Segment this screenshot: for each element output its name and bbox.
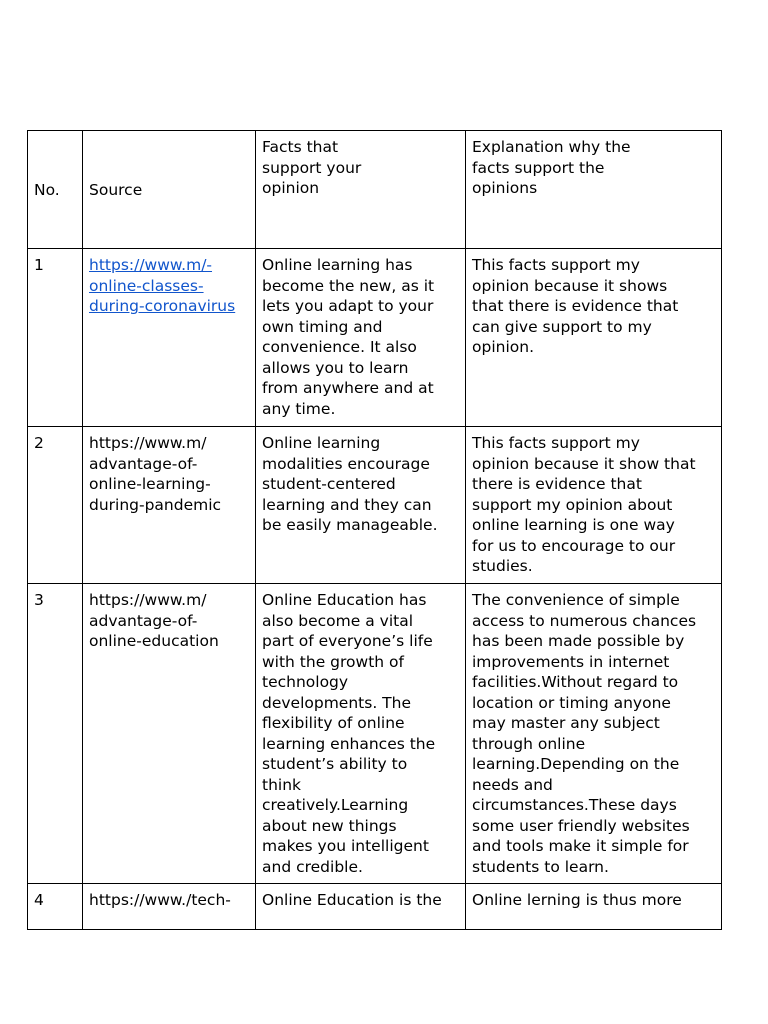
header-facts (256, 131, 466, 249)
table-row (28, 584, 722, 884)
explanation-text: Online lerning is thus more (472, 891, 682, 909)
facts-text: Online Education is the (262, 891, 442, 909)
table-row (28, 427, 722, 584)
source-cell (83, 584, 256, 884)
facts-text: Online learning has become the new, as it lets you adapt to your own timing and convenience. It also allows you to learn from anywhere and at any time. (262, 256, 435, 418)
source-text: https://www.m/ advantage-of- online-learning- during-pandemic (89, 434, 222, 514)
row-number: 4 (28, 884, 83, 930)
table-header-row (28, 131, 722, 249)
table-row (28, 884, 722, 930)
header-explanation-text: Explanation why the facts support the opinions (472, 138, 631, 197)
explanation-cell (466, 884, 722, 930)
facts-text: Online learning modalities encourage student-centered learning and they can be easily manageable. (262, 434, 438, 534)
header-facts-text: Facts that support your opinion (262, 138, 362, 197)
facts-text: Online Education has also become a vital part of everyone’s life with the growth of technology developments. The flexibility of online learning enhances the student’s ability to think creatively.Learning about new things makes you intelligent and credible. (262, 591, 436, 876)
row-number: 3 (28, 584, 83, 884)
source-cell (83, 884, 256, 930)
table-row (28, 249, 722, 427)
header-no: No. (28, 131, 83, 249)
facts-cell (256, 884, 466, 930)
source-link[interactable]: https://www.m/- online-classes- during-coronavirus (89, 256, 236, 315)
source-cell (83, 249, 256, 427)
explanation-cell (466, 249, 722, 427)
facts-cell (256, 584, 466, 884)
source-text: https://www.m/ advantage-of- online-education (89, 591, 219, 650)
row-number: 1 (28, 249, 83, 427)
header-explanation (466, 131, 722, 249)
facts-cell (256, 427, 466, 584)
explanation-cell (466, 584, 722, 884)
facts-cell (256, 249, 466, 427)
source-cell (83, 427, 256, 584)
explanation-text: The convenience of simple access to numerous chances has been made possible by improvements in internet facilities.Without regard to location or timing anyone may master any subject through online learning.Depending on the needs and circumstances.These days some user friendly websites and tools make it simple for students to learn. (472, 591, 697, 876)
sources-table (27, 130, 722, 930)
explanation-text: This facts support my opinion because it show that there is evidence that support my opinion about online learning is one way for us to encourage to our studies. (472, 434, 696, 575)
explanation-text: This facts support my opinion because it shows that there is evidence that can give support to my opinion. (472, 256, 679, 356)
header-source: Source (83, 131, 256, 249)
row-number: 2 (28, 427, 83, 584)
source-text: https://www./tech- (89, 891, 231, 909)
explanation-cell (466, 427, 722, 584)
